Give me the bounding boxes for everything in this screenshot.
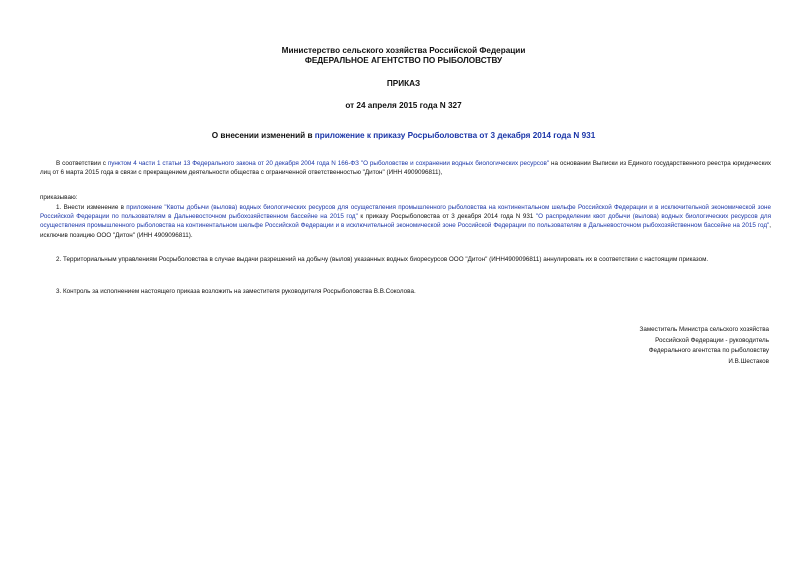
item-1-text-3: , исключив позицию ООО "Дитон" (ИНН 4909096811). [40, 222, 771, 239]
item-1-text-1: 1. Внести изменение в [56, 204, 127, 211]
signature-line-1: Заместитель Министра сельского хозяйства [639, 326, 769, 333]
ministry-title: Министерство сельского хозяйства Российской Федерации [281, 46, 526, 55]
document-date-number: от 24 апреля 2015 года N 327 [345, 101, 462, 110]
preamble-paragraph [40, 159, 771, 177]
order-word: приказываю: [40, 194, 78, 201]
signature-line-3: Федерального агентства по рыболовству [648, 347, 769, 355]
document-subject [0, 131, 807, 140]
subject-link[interactable]: приложение к приказу Росрыболовства от 3 декабря 2014 года N 931 [314, 131, 596, 140]
signature-line-2: Российской Федерации - руководитель [655, 336, 769, 344]
document-type: ПРИКАЗ [386, 79, 421, 88]
item-3-paragraph: 3. Контроль за исполнением настоящего приказа возложить на заместителя руководителя Росрыболовства В.В.Соколова. [56, 288, 416, 295]
agency-title: ФЕДЕРАЛЬНОЕ АГЕНТСТВО ПО РЫБОЛОВСТВУ [304, 56, 503, 65]
item-1-text-2: к приказу Росрыболовства от 3 декабря 2014 года N 931 [357, 213, 536, 221]
order-931-link[interactable]: "О распределении квот добычи (вылова) водных биологических ресурсов для осуществления промышленного рыболовства на континентальном шельфе Российской Федерации и в исключительной экономической зоне Российской Федерации по пользователям в Дальневосточном рыбохозяйственном бассейне на 2015 год" [40, 213, 771, 230]
appendix-link[interactable]: приложение "Квоты добычи (вылова) водных биологических ресурсов для осуществления промышленного рыболовства на континентальном шельфе Российской Федерации и в исключительной экономической зоне Российской Федерации по пользователям в Дальневосточном рыбохозяйственном бассейне на 2015 год" [40, 204, 771, 221]
signature-block [640, 325, 769, 367]
preamble-text-2: на основании Выписки из Единого государственного реестра юридических лиц от 6 марта 2015 года в связи с прекращением деятельности общества с ограниченной ответственностью "Дитон" (ИНН 4909096811), [40, 160, 772, 177]
signatory-name: И.В.Шестаков [728, 357, 769, 365]
item-2-paragraph: 2. Территориальным управлениям Росрыболовства в случае выдачи разрешений на добычу (вылов) указанных водных биоресурсов ООО "Дитон" (ИНН4909096811) аннулировать их в соответствии с настоящим приказом. [56, 256, 709, 263]
item-1-paragraph [40, 203, 771, 240]
subject-prefix: О внесении изменений в [211, 131, 315, 140]
preamble-text-1: В соответствии с [56, 160, 108, 167]
law-link[interactable]: пунктом 4 части 1 статьи 13 Федерального закона от 20 декабря 2004 года N 166-ФЗ "О рыболовстве и сохранении водных биологических ресурсов" [107, 160, 550, 167]
